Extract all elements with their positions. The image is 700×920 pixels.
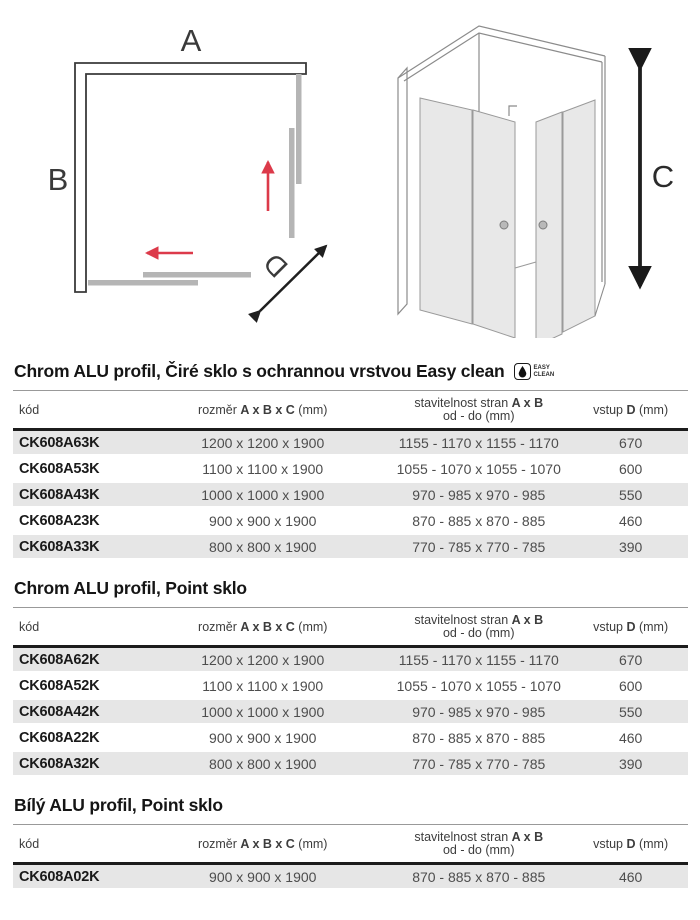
glass-panel-right-fixed (563, 100, 595, 332)
top-rail-outer (398, 26, 605, 78)
section-title (14, 361, 688, 382)
diagram-area (13, 0, 688, 344)
header-code: kód (13, 608, 141, 647)
dimension-c-label: C (651, 159, 675, 194)
header-adjustability: stavitelnost stran A x B od - do (mm) (384, 825, 573, 864)
header-code: kód (13, 825, 141, 864)
table-header-row (13, 825, 688, 864)
header-adjustability: stavitelnost stran A x B od - do (mm) (384, 608, 573, 647)
right-sliding-panel (289, 128, 295, 238)
section-bily-point-sklo (13, 795, 688, 891)
table-header-row (13, 608, 688, 647)
table-row: CK608A02K 900 x 900 x 1900 870 - 885 x 870 - 885 460 (13, 864, 688, 890)
section-title-text: Chrom ALU profil, Point sklo (14, 578, 247, 598)
section-chrom-point-sklo (13, 578, 688, 778)
dimension-a-label: A (180, 23, 202, 58)
table-row: CK608A53K 1100 x 1100 x 1900 1055 - 1070 x 1055 - 1070 600 (13, 456, 688, 482)
header-code: kód (13, 391, 141, 430)
plan-view-diagram (13, 6, 361, 336)
section-title (14, 795, 688, 816)
dimension-b-label: B (47, 162, 69, 197)
table-row: CK608A52K 1100 x 1100 x 1900 1055 - 1070 x 1055 - 1070 600 (13, 673, 688, 699)
base-edge (595, 284, 605, 316)
shower-3d-diagram (387, 6, 693, 338)
door-handle-right (539, 221, 547, 229)
header-adjustability: stavitelnost stran A x B od - do (mm) (384, 391, 573, 430)
left-door-bracket (509, 106, 517, 116)
right-fixed-panel (296, 74, 302, 184)
table-row: CK608A23K 900 x 900 x 1900 870 - 885 x 870 - 885 460 (13, 508, 688, 534)
header-size: rozměr A x B x C (mm) (141, 391, 384, 430)
header-size: rozměr A x B x C (mm) (141, 608, 384, 647)
easy-clean-badge-text: EASY CLEAN (533, 365, 555, 378)
table-row: CK608A43K 1000 x 1000 x 1900 970 - 985 x 970 - 985 550 (13, 482, 688, 508)
right-wall-edge (602, 56, 605, 284)
product-table (13, 390, 688, 561)
header-entry: vstup D (mm) (573, 825, 688, 864)
easy-clean-badge (514, 363, 555, 380)
header-entry: vstup D (mm) (573, 391, 688, 430)
table-row: CK608A22K 900 x 900 x 1900 870 - 885 x 870 - 885 460 (13, 725, 688, 751)
product-table (13, 824, 688, 891)
easy-clean-droplet-icon (514, 363, 531, 380)
left-wall-profile (398, 68, 407, 314)
section-title-text: Chrom ALU profil, Čiré sklo s ochrannou vrstvou Easy clean (14, 361, 505, 381)
header-size: rozměr A x B x C (mm) (141, 825, 384, 864)
table-row: CK608A32K 800 x 800 x 1900 770 - 785 x 770 - 785 390 (13, 751, 688, 777)
bottom-sliding-panel (143, 272, 251, 278)
product-table (13, 607, 688, 778)
floor-line (515, 262, 536, 268)
table-row: CK608A33K 800 x 800 x 1900 770 - 785 x 770 - 785 390 (13, 534, 688, 560)
glass-panel-left-fixed (420, 98, 472, 324)
section-title-text: Bílý ALU profil, Point sklo (14, 795, 223, 815)
table-row: CK608A42K 1000 x 1000 x 1900 970 - 985 x 970 - 985 550 (13, 699, 688, 725)
header-entry: vstup D (mm) (573, 608, 688, 647)
section-title (14, 578, 688, 599)
glass-panel-left-door (473, 110, 515, 338)
section-chrom-cire-sklo (13, 361, 688, 561)
dimension-d-label: D (257, 247, 294, 284)
bottom-fixed-panel (88, 280, 198, 286)
top-rail-inner (404, 33, 602, 81)
table-row: CK608A63K 1200 x 1200 x 1900 1155 - 1170 x 1155 - 1170 670 (13, 430, 688, 456)
table-row: CK608A62K 1200 x 1200 x 1900 1155 - 1170 x 1155 - 1170 670 (13, 647, 688, 673)
table-header-row (13, 391, 688, 430)
door-handle-left (500, 221, 508, 229)
